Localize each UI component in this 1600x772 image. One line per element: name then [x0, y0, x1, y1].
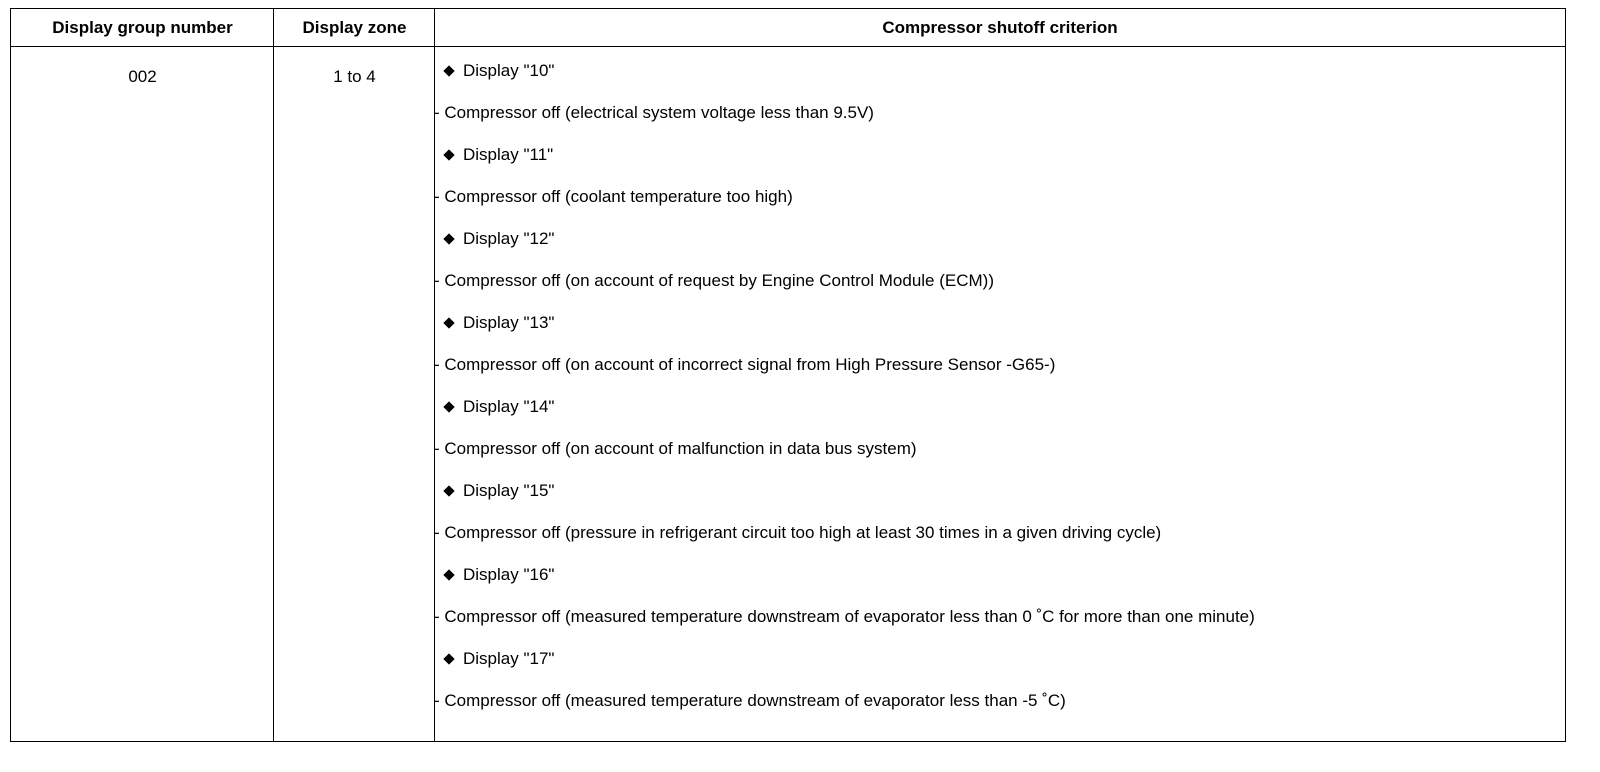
diamond-bullet-icon [443, 149, 454, 160]
criterion-description: - Compressor off (coolant temperature too high) [434, 187, 793, 206]
diamond-bullet-icon [443, 485, 454, 496]
list-item [434, 134, 1554, 176]
list-item [434, 218, 1554, 260]
list-item [434, 428, 1554, 470]
list-item [434, 92, 1554, 134]
display-code: Display "11" [463, 145, 554, 164]
diamond-bullet-icon [443, 65, 454, 76]
criterion-description: - Compressor off (electrical system voltage less than 9.5V) [434, 103, 874, 122]
list-item [434, 260, 1554, 302]
table-header-row [11, 9, 1565, 47]
header-compressor-shutoff-criterion: Compressor shutoff criterion [882, 17, 1118, 37]
criterion-list [434, 50, 1554, 722]
display-code: Display "13" [463, 313, 555, 332]
header-display-zone: Display zone [302, 17, 407, 37]
list-item [434, 638, 1554, 680]
display-code: Display "12" [463, 229, 555, 248]
list-item [434, 470, 1554, 512]
list-item [434, 386, 1554, 428]
column-display-group [11, 9, 274, 741]
diamond-bullet-icon [443, 401, 454, 412]
criterion-description: - Compressor off (measured temperature downstream of evaporator less than -5 ˚C) [434, 691, 1066, 710]
display-code: Display "15" [463, 481, 555, 500]
diamond-bullet-icon [443, 317, 454, 328]
diamond-bullet-icon [443, 569, 454, 580]
column-display-zone [274, 9, 435, 741]
list-item [434, 554, 1554, 596]
criterion-description: - Compressor off (pressure in refrigerant circuit too high at least 30 times in a given driving cycle) [434, 523, 1162, 542]
list-item [434, 50, 1554, 92]
header-display-group-number: Display group number [52, 17, 233, 37]
diamond-bullet-icon [443, 233, 454, 244]
display-code: Display "16" [463, 565, 555, 584]
list-item [434, 512, 1554, 554]
display-code: Display "14" [463, 397, 555, 416]
list-item [434, 680, 1554, 722]
list-item [434, 344, 1554, 386]
cell-display-zone: 1 to 4 [333, 67, 376, 86]
criterion-description: - Compressor off (on account of incorrect signal from High Pressure Sensor -G65-) [434, 355, 1056, 374]
list-item [434, 302, 1554, 344]
list-item [434, 176, 1554, 218]
diamond-bullet-icon [443, 653, 454, 664]
list-item [434, 596, 1554, 638]
criterion-description: - Compressor off (measured temperature downstream of evaporator less than 0 ˚C for more than one minute) [434, 607, 1255, 626]
cell-display-group-number: 002 [128, 67, 157, 86]
display-code: Display "10" [463, 61, 555, 80]
criterion-description: - Compressor off (on account of request by Engine Control Module (ECM)) [434, 271, 994, 290]
criterion-description: - Compressor off (on account of malfunction in data bus system) [434, 439, 917, 458]
display-code: Display "17" [463, 649, 555, 668]
